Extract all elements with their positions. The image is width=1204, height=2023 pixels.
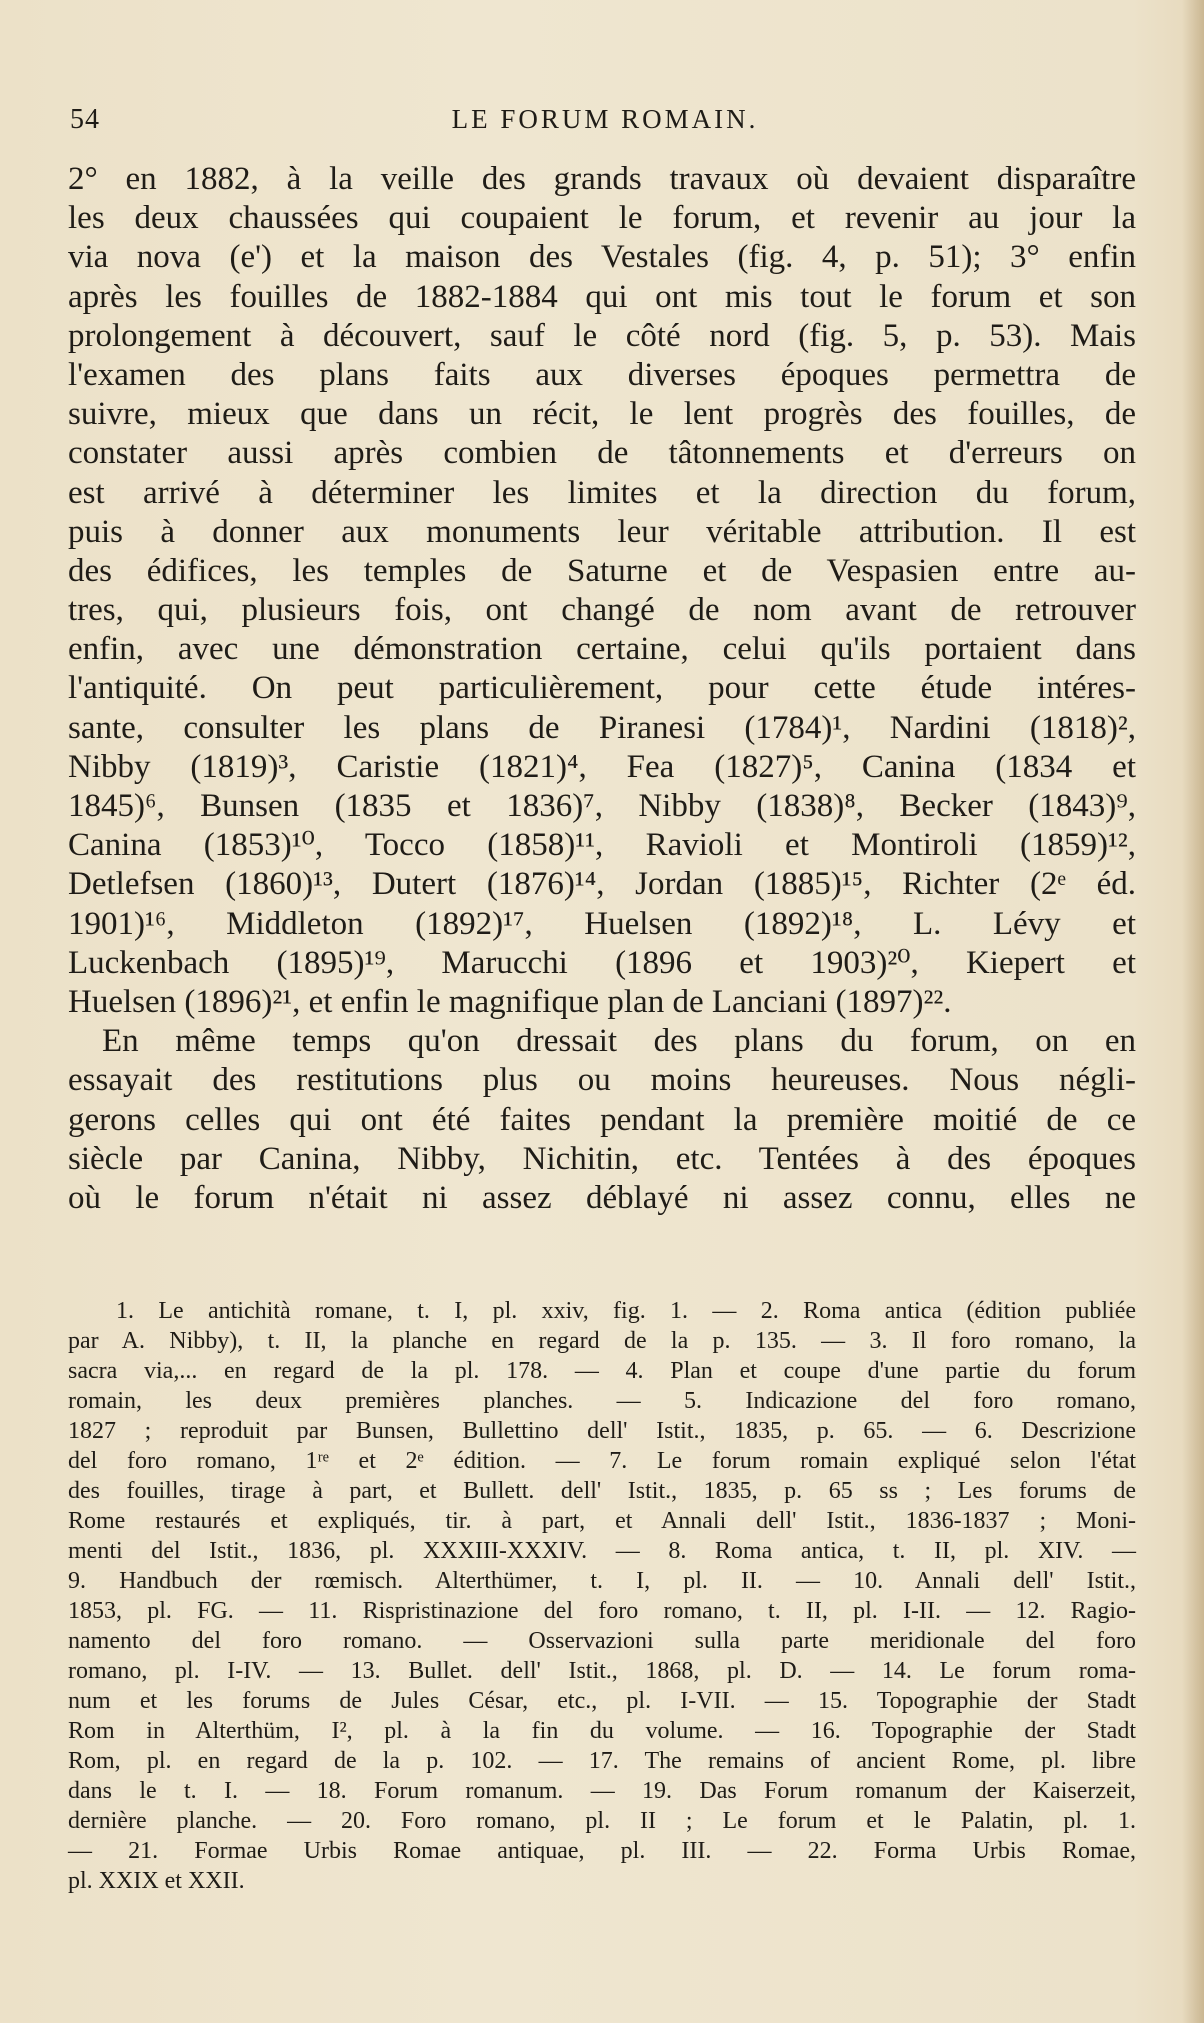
text-line: gerons celles qui ont été faites pendant la première moitié de ce <box>68 1101 1136 1138</box>
footnote-line: des fouilles, tirage à part, et Bullett. dell' Istit., 1835, p. 65 ss ; Les forums de <box>68 1478 1136 1504</box>
text-line: En même temps qu'on dressait des plans du forum, on en <box>102 1023 1136 1060</box>
footnote-line: romano, pl. I-IV. — 13. Bullet. dell' Istit., 1868, pl. D. — 14. Le forum roma- <box>68 1658 1136 1684</box>
footnote-line: dernière planche. — 20. Foro romano, pl. II ; Le forum et le Palatin, pl. 1. <box>68 1808 1136 1834</box>
running-title: LE FORUM ROMAIN. <box>451 104 759 134</box>
text-line: sante, consulter les plans de Piranesi (1784)¹, Nardini (1818)², <box>68 709 1136 746</box>
text-line: Canina (1853)¹⁰, Tocco (1858)¹¹, Ravioli et Montiroli (1859)¹², <box>68 827 1136 864</box>
text-line: siècle par Canina, Nibby, Nichitin, etc. Tentées à des époques <box>68 1140 1136 1177</box>
footnote-line: namento del foro romano. — Osservazioni sulla parte meridionale del foro <box>68 1628 1136 1654</box>
footnote-line: — 21. Formae Urbis Romae antiquae, pl. III. — 22. Forma Urbis Romae, <box>68 1838 1136 1864</box>
text-line: essayait des restitutions plus ou moins heureuses. Nous négli- <box>68 1062 1136 1099</box>
text-line: Huelsen (1896)²¹, et enfin le magnifique plan de Lanciani (1897)²². <box>68 983 952 1020</box>
text-line: l'examen des plans faits aux diverses époques permettra de <box>68 356 1136 393</box>
footnote-line: romain, les deux premières planches. — 5. Indicazione del foro romano, <box>68 1388 1136 1414</box>
footnote-line: num et les forums de Jules César, etc., pl. I-VII. — 15. Topographie der Stadt <box>68 1688 1136 1714</box>
text-line: via nova (e') et la maison des Vestales (fig. 4, p. 51); 3° enfin <box>68 239 1136 276</box>
text-line: 1845)⁶, Bunsen (1835 et 1836)⁷, Nibby (1838)⁸, Becker (1843)⁹, <box>68 788 1136 824</box>
page-header <box>70 104 1140 144</box>
text-line: tres, qui, plusieurs fois, ont changé de nom avant de retrouver <box>68 592 1136 629</box>
text-line: où le forum n'était ni assez déblayé ni assez connu, elles ne <box>68 1179 1136 1216</box>
text-line: 2° en 1882, à la veille des grands travaux où devaient disparaître <box>68 161 1136 197</box>
footnote-line: dans le t. I. — 18. Forum romanum. — 19. Das Forum romanum der Kaiserzeit, <box>68 1778 1136 1804</box>
main-text <box>68 160 1136 1218</box>
footnotes <box>68 1296 1136 1896</box>
footnote-line: 1. Le antichità romane, t. I, pl. xxiv, fig. 1. — 2. Roma antica (édition publiée <box>116 1298 1136 1324</box>
footnote-line: Rome restaurés et expliqués, tir. à part, et Annali dell' Istit., 1836-1837 ; Moni- <box>68 1508 1136 1534</box>
text-line: prolongement à découvert, sauf le côté nord (fig. 5, p. 53). Mais <box>68 317 1136 354</box>
text-line: après les fouilles de 1882-1884 qui ont mis tout le forum et son <box>68 278 1136 315</box>
text-line: 1901)¹⁶, Middleton (1892)¹⁷, Huelsen (1892)¹⁸, L. Lévy et <box>68 905 1136 942</box>
footnote-line: pl. XXIX et XXII. <box>68 1868 245 1894</box>
text-line: enfin, avec une démonstration certaine, celui qu'ils portaient dans <box>68 631 1136 668</box>
footnote-line: Rom in Alterthüm, I², pl. à la fin du volume. — 16. Topographie der Stadt <box>68 1718 1136 1744</box>
text-line: suivre, mieux que dans un récit, le lent progrès des fouilles, de <box>68 396 1136 433</box>
text-line: Luckenbach (1895)¹⁹, Marucchi (1896 et 1903)²⁰, Kiepert et <box>68 944 1136 981</box>
text-line: Detlefsen (1860)¹³, Dutert (1876)¹⁴, Jordan (1885)¹⁵, Richter (2ᵉ éd. <box>68 866 1136 903</box>
footnote-line: 1853, pl. FG. — 11. Rispristinazione del foro romano, t. II, pl. I-II. — 12. Ragio- <box>68 1598 1136 1624</box>
text-line: est arrivé à déterminer les limites et la direction du forum, <box>68 474 1136 511</box>
footnote-line: par A. Nibby), t. II, la planche en regard de la p. 135. — 3. Il foro romano, la <box>68 1328 1136 1354</box>
text-line: constater aussi après combien de tâtonnements et d'erreurs on <box>68 435 1136 472</box>
footnote-line: menti del Istit., 1836, pl. XXXIII-XXXIV. — 8. Roma antica, t. II, pl. XIV. — <box>68 1538 1136 1564</box>
footnote-line: Rom, pl. en regard de la p. 102. — 17. The remains of ancient Rome, pl. libre <box>68 1748 1136 1774</box>
text-line: puis à donner aux monuments leur véritable attribution. Il est <box>68 513 1136 550</box>
text-line: les deux chaussées qui coupaient le forum, et revenir au jour la <box>68 200 1136 237</box>
footnote-line: sacra via,... en regard de la pl. 178. — 4. Plan et coupe d'une partie du forum <box>68 1358 1136 1384</box>
text-line: Nibby (1819)³, Caristie (1821)⁴, Fea (1827)⁵, Canina (1834 et <box>68 748 1136 785</box>
footnote-line: 1827 ; reproduit par Bunsen, Bullettino dell' Istit., 1835, p. 65. — 6. Descrizione <box>68 1418 1136 1444</box>
page-number: 54 <box>70 104 100 135</box>
text-line: l'antiquité. On peut particulièrement, pour cette étude intéres- <box>68 670 1136 707</box>
page-edge-shadow <box>1182 0 1204 2023</box>
text-line: des édifices, les temples de Saturne et de Vespasien entre au- <box>68 552 1136 589</box>
footnote-line: 9. Handbuch der rœmisch. Alterthümer, t. I, pl. II. — 10. Annali dell' Istit., <box>68 1568 1136 1594</box>
footnote-line: del foro romano, 1ʳᵉ et 2ᵉ édition. — 7. Le forum romain expliqué selon l'état <box>68 1448 1136 1474</box>
